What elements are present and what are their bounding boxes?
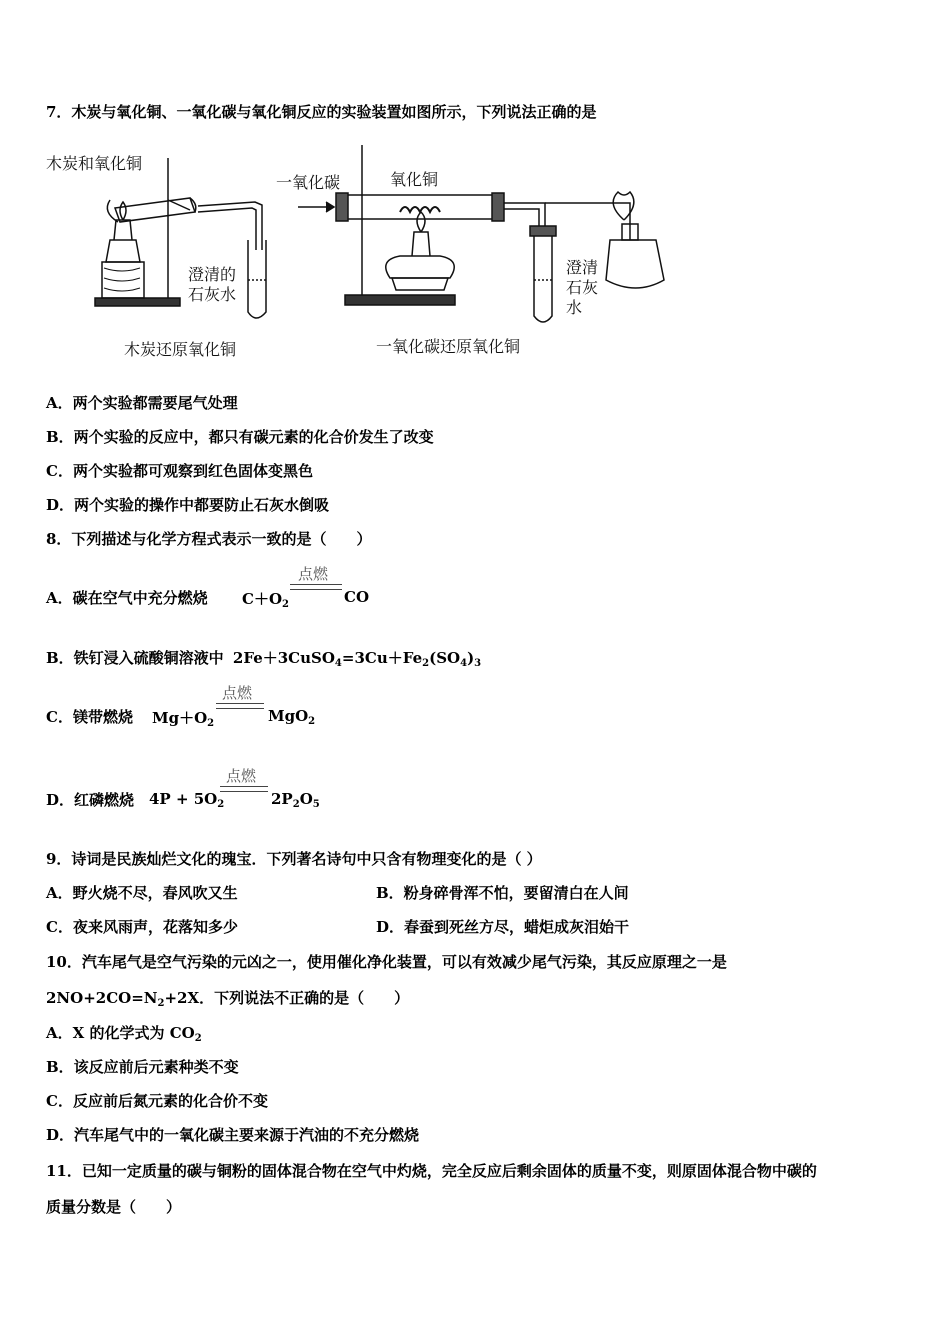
q10-a-text: A．X 的化学式为 CO [46, 1024, 195, 1042]
q11-stem-line2: 质量分数是（ ） [46, 1198, 182, 1216]
q8-d-right-1: 2P [271, 790, 293, 808]
q7-option-d: D．两个实验的操作中都要防止石灰水倒吸 [46, 496, 330, 514]
q8-a-sub: 2 [282, 599, 289, 610]
q8-b-sub3: 3 [474, 658, 482, 669]
label-co: 一氧化碳 [276, 173, 341, 192]
q8-c-right-sub: 2 [308, 716, 316, 727]
caption-co-reduction: 一氧化碳还原氧化铜 [376, 337, 521, 356]
q9-option-d: D．春蚕到死丝方尽，蜡炬成灰泪始干 [376, 918, 630, 936]
q7-option-b: B．两个实验的反应中，都只有碳元素的化合价发生了改变 [46, 428, 434, 446]
q8-a-right: CO [344, 588, 370, 606]
q8-c-sub: 2 [207, 718, 215, 729]
q8-stem: 8．下列描述与化学方程式表示一致的是（ ） [46, 530, 372, 548]
q8-b-eq-4: ) [467, 649, 475, 667]
q8-a-text: A．碳在空气中充分燃烧 [46, 589, 208, 607]
q7-apparatus-figure [40, 140, 680, 365]
q10-eq-2: +2X．下列说法不正确的是（ ） [164, 989, 410, 1007]
label-lime-water-right: 澄清 石灰 水 [566, 258, 599, 317]
q8-a-left [242, 588, 289, 610]
q8-d-sub: 2 [217, 799, 225, 810]
q7-option-c: C．两个实验都可观察到红色固体变黑色 [46, 462, 313, 480]
q8-a-left-text: C＋O [242, 590, 283, 608]
q7-stem: 7．木炭与氧化铜、一氧化碳与氧化铜反应的实验装置如图所示，下列说法正确的是 [46, 103, 597, 121]
q10-eq-1: 2NO+2CO=N [46, 989, 158, 1007]
q8-c-right-text: MgO [268, 707, 309, 725]
q9-option-b: B．粉身碎骨浑不怕，要留清白在人间 [376, 884, 629, 902]
q10-option-d: D．汽车尾气中的一氧化碳主要来源于汽油的不充分燃烧 [46, 1126, 420, 1144]
q8-c-condition: 点燃 [222, 684, 253, 702]
q8-d-right-sub5: 5 [312, 799, 320, 810]
q8-b-eq-3: (SO [429, 649, 461, 667]
q9-option-a: A．野火烧不尽，春风吹又生 [46, 884, 238, 902]
q8-c-left-text: Mg＋O [152, 709, 208, 727]
q8-d-left [149, 790, 224, 810]
q9-option-c: C．夜来风雨声，花落知多少 [46, 918, 238, 936]
q8-d-right-sub2: 2 [292, 799, 300, 810]
q8-b-eq-2: =3Cu＋Fe [341, 649, 423, 667]
q8-b-equation [233, 649, 481, 667]
q8-d-left-text: 4P + 5O [149, 790, 218, 808]
q8-c-double-line [216, 703, 264, 709]
q8-b-eq-1: 2Fe＋3CuSO [232, 649, 335, 667]
q8-option-d [46, 790, 134, 810]
q10-option-a [46, 1023, 202, 1049]
q8-option-b [46, 648, 481, 674]
q11-stem-line1: 11．已知一定质量的碳与铜粉的固体混合物在空气中灼烧，完全反应后剩余固体的质量不变，则原固体混合物中碳的 [46, 1162, 817, 1180]
q8-c-text: C．镁带燃烧 [46, 708, 133, 726]
q8-b-sub4b: 4 [460, 658, 468, 669]
q8-b-sub4a: 4 [334, 658, 342, 669]
label-lime-water-left: 澄清的 石灰水 [188, 265, 237, 304]
q8-d-right [271, 790, 320, 810]
q8-d-double-line [220, 786, 268, 792]
q8-d-right-2: O [299, 790, 313, 808]
q8-b-text: B．铁钉浸入硫酸铜溶液中 [46, 649, 224, 667]
q8-c-right [268, 707, 315, 727]
q8-option-c [46, 707, 133, 727]
q8-option-a [46, 588, 208, 608]
q10-option-c: C．反应前后氮元素的化合价不变 [46, 1092, 268, 1110]
label-charcoal-cuo: 木炭和氧化铜 [46, 154, 143, 173]
q8-a-condition: 点燃 [298, 565, 329, 583]
q8-d-text: D．红磷燃烧 [46, 791, 135, 809]
q10-stem: 10．汽车尾气是空气污染的元凶之一，使用催化净化装置，可以有效减少尾气污染，其反应原理之一是 [46, 953, 727, 971]
q8-a-double-line [290, 584, 342, 590]
q10-eq-sub: 2 [157, 998, 165, 1009]
q7-option-a: A．两个实验都需要尾气处理 [46, 394, 238, 412]
q10-option-b: B．该反应前后元素种类不变 [46, 1058, 239, 1076]
q8-d-condition: 点燃 [226, 767, 257, 785]
q9-stem: 9．诗词是民族灿烂文化的瑰宝．下列著名诗句中只含有物理变化的是（ ） [46, 850, 542, 868]
q8-c-left [152, 707, 214, 729]
q10-a-sub: 2 [194, 1033, 202, 1044]
q10-equation-line [46, 988, 409, 1014]
label-cuo: 氧化铜 [390, 170, 439, 189]
q8-b-sub2: 2 [422, 658, 430, 669]
caption-charcoal-reduction: 木炭还原氧化铜 [124, 340, 237, 359]
